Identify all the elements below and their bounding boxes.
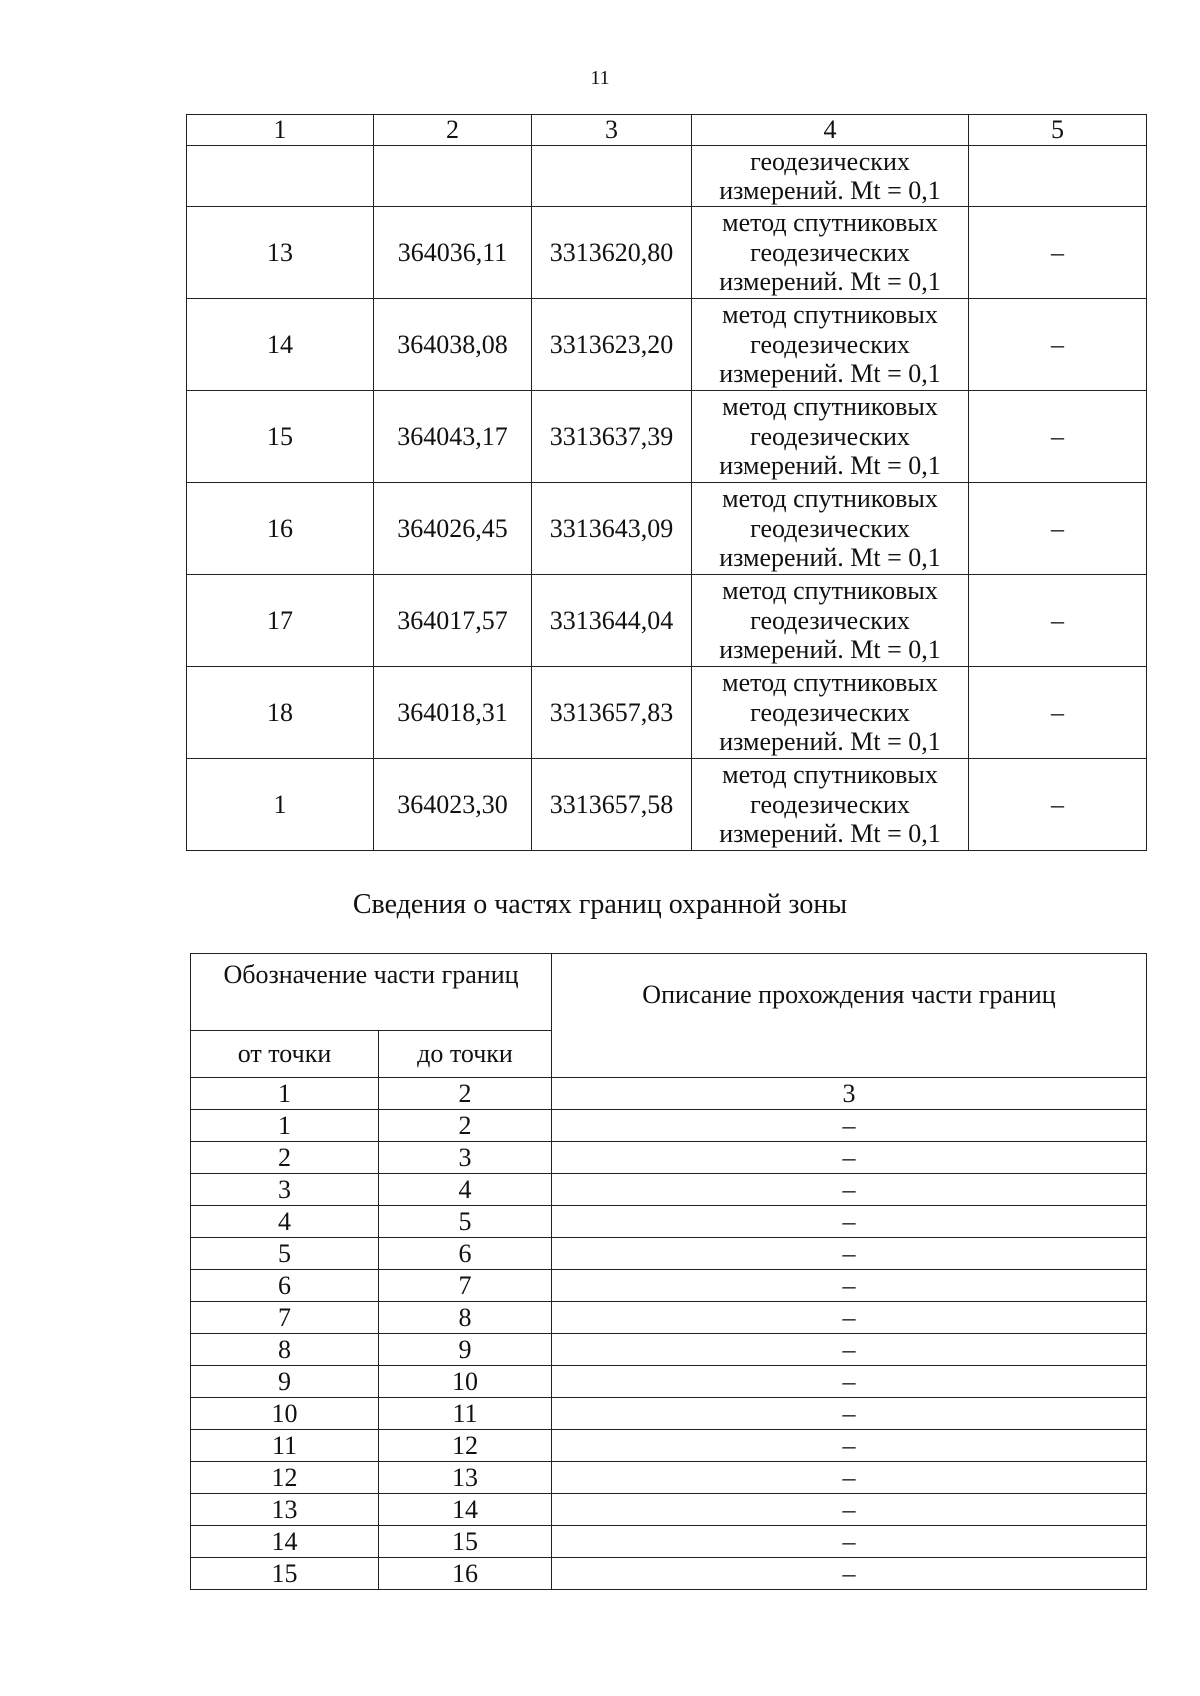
description-cell: – xyxy=(552,1142,1147,1174)
method-line: измерений. Mt = 0,1 xyxy=(719,819,941,849)
table-row xyxy=(191,1174,1147,1206)
x-coordinate-cell: 364038,08 xyxy=(374,299,532,391)
note-cell: – xyxy=(969,207,1147,299)
from-point-cell: 4 xyxy=(191,1206,379,1238)
x-coordinate-cell: 364043,17 xyxy=(374,391,532,483)
table-row xyxy=(187,207,1147,299)
column-number: 3 xyxy=(552,1078,1147,1110)
description-cell: – xyxy=(552,1398,1147,1430)
method-cell xyxy=(692,483,969,575)
column-number: 1 xyxy=(191,1078,379,1110)
description-cell: – xyxy=(552,1174,1147,1206)
to-point-cell: 12 xyxy=(379,1430,552,1462)
method-line: геодезических xyxy=(750,789,910,819)
from-point-cell: 14 xyxy=(191,1526,379,1558)
description-cell: – xyxy=(552,1558,1147,1590)
note-cell: – xyxy=(969,483,1147,575)
method-line: метод спутниковых xyxy=(722,668,938,698)
to-point-cell: 15 xyxy=(379,1526,552,1558)
column-number: 4 xyxy=(692,115,969,146)
table-row xyxy=(191,1142,1147,1174)
description-cell: – xyxy=(552,1302,1147,1334)
empty-cell xyxy=(374,146,532,207)
from-point-cell: 5 xyxy=(191,1238,379,1270)
from-point-cell: 7 xyxy=(191,1302,379,1334)
description-cell: – xyxy=(552,1270,1147,1302)
method-cell xyxy=(692,391,969,483)
x-coordinate-cell: 364023,30 xyxy=(374,759,532,851)
table-row xyxy=(187,483,1147,575)
column-number: 1 xyxy=(187,115,374,146)
method-cell xyxy=(692,575,969,667)
method-cell xyxy=(692,759,969,851)
to-point-cell: 6 xyxy=(379,1238,552,1270)
method-line: геодезических xyxy=(750,237,910,267)
from-point-cell: 6 xyxy=(191,1270,379,1302)
to-point-cell: 7 xyxy=(379,1270,552,1302)
note-cell: – xyxy=(969,575,1147,667)
column-number: 3 xyxy=(532,115,692,146)
point-number-cell: 14 xyxy=(187,299,374,391)
from-point-cell: 10 xyxy=(191,1398,379,1430)
from-point-cell: 8 xyxy=(191,1334,379,1366)
note-cell: – xyxy=(969,759,1147,851)
table-row xyxy=(187,299,1147,391)
note-cell: – xyxy=(969,391,1147,483)
y-coordinate-cell: 3313637,39 xyxy=(532,391,692,483)
table-row xyxy=(187,391,1147,483)
method-cell xyxy=(692,207,969,299)
from-point-cell: 12 xyxy=(191,1462,379,1494)
method-line: измерений. Mt = 0,1 xyxy=(719,635,941,665)
table-row xyxy=(191,1270,1147,1302)
x-coordinate-cell: 364018,31 xyxy=(374,667,532,759)
from-point-cell: 2 xyxy=(191,1142,379,1174)
y-coordinate-cell: 3313643,09 xyxy=(532,483,692,575)
table-row xyxy=(191,1334,1147,1366)
from-point-cell: 1 xyxy=(191,1110,379,1142)
table-row xyxy=(187,759,1147,851)
empty-cell xyxy=(969,146,1147,207)
column-number-row xyxy=(191,1078,1147,1110)
y-coordinate-cell: 3313623,20 xyxy=(532,299,692,391)
empty-cell xyxy=(187,146,374,207)
description-cell: – xyxy=(552,1238,1147,1270)
y-coordinate-cell: 3313657,83 xyxy=(532,667,692,759)
method-line: геодезических xyxy=(750,605,910,635)
point-number-cell: 18 xyxy=(187,667,374,759)
section-title: Сведения о частях границ охранной зоны xyxy=(352,889,848,920)
x-coordinate-cell: 364036,11 xyxy=(374,207,532,299)
method-line: измерений. Mt = 0,1 xyxy=(719,727,941,757)
method-line: метод спутниковых xyxy=(722,484,938,514)
method-line: геодезических xyxy=(750,329,910,359)
method-line: измерений. Mt = 0,1 xyxy=(719,267,941,297)
method-line: метод спутниковых xyxy=(722,760,938,790)
column-number-row xyxy=(187,115,1147,146)
column-number: 2 xyxy=(374,115,532,146)
from-point-cell: 9 xyxy=(191,1366,379,1398)
table-row xyxy=(191,1526,1147,1558)
description-cell: – xyxy=(552,1206,1147,1238)
method-line: метод спутниковых xyxy=(722,208,938,238)
table-row xyxy=(191,1430,1147,1462)
to-point-cell: 4 xyxy=(379,1174,552,1206)
to-point-cell: 16 xyxy=(379,1558,552,1590)
table-row xyxy=(191,1238,1147,1270)
to-point-cell: 3 xyxy=(379,1142,552,1174)
to-point-cell: 2 xyxy=(379,1110,552,1142)
designation-header: Обозначение части границ xyxy=(191,954,552,1031)
method-line: геодезических xyxy=(750,421,910,451)
from-point-cell: 3 xyxy=(191,1174,379,1206)
description-header: Описание прохождения части границ xyxy=(552,954,1147,1078)
empty-cell xyxy=(532,146,692,207)
from-point-cell: 13 xyxy=(191,1494,379,1526)
y-coordinate-cell: 3313657,58 xyxy=(532,759,692,851)
description-cell: – xyxy=(552,1110,1147,1142)
from-point-header: от точки xyxy=(191,1031,379,1078)
note-cell: – xyxy=(969,667,1147,759)
method-line: метод спутниковых xyxy=(722,576,938,606)
table-row xyxy=(187,575,1147,667)
point-number-cell: 13 xyxy=(187,207,374,299)
y-coordinate-cell: 3313620,80 xyxy=(532,207,692,299)
description-cell: – xyxy=(552,1334,1147,1366)
boundary-parts-table xyxy=(190,953,1147,1590)
x-coordinate-cell: 364017,57 xyxy=(374,575,532,667)
method-line: измерений. Mt = 0,1 xyxy=(719,359,941,389)
method-line: метод спутниковых xyxy=(722,392,938,422)
to-point-header: до точки xyxy=(379,1031,552,1078)
method-cell xyxy=(692,667,969,759)
to-point-cell: 8 xyxy=(379,1302,552,1334)
x-coordinate-cell: 364026,45 xyxy=(374,483,532,575)
description-cell: – xyxy=(552,1366,1147,1398)
column-number: 2 xyxy=(379,1078,552,1110)
table-row xyxy=(191,1494,1147,1526)
coordinates-table xyxy=(186,114,1147,851)
description-cell: – xyxy=(552,1462,1147,1494)
description-cell: – xyxy=(552,1430,1147,1462)
point-number-cell: 15 xyxy=(187,391,374,483)
note-cell: – xyxy=(969,299,1147,391)
method-line: метод спутниковых xyxy=(722,300,938,330)
y-coordinate-cell: 3313644,04 xyxy=(532,575,692,667)
to-point-cell: 9 xyxy=(379,1334,552,1366)
point-number-cell: 17 xyxy=(187,575,374,667)
to-point-cell: 13 xyxy=(379,1462,552,1494)
method-cell xyxy=(692,299,969,391)
table-row xyxy=(191,1366,1147,1398)
table-row xyxy=(191,1302,1147,1334)
column-number: 5 xyxy=(969,115,1147,146)
table-row xyxy=(187,667,1147,759)
table-row xyxy=(191,1110,1147,1142)
method-line: геодезических xyxy=(750,146,910,176)
to-point-cell: 11 xyxy=(379,1398,552,1430)
continuation-row xyxy=(187,146,1147,207)
point-number-cell: 1 xyxy=(187,759,374,851)
to-point-cell: 5 xyxy=(379,1206,552,1238)
description-cell: – xyxy=(552,1526,1147,1558)
header-row xyxy=(191,954,1147,1031)
table-row xyxy=(191,1462,1147,1494)
to-point-cell: 10 xyxy=(379,1366,552,1398)
table-row xyxy=(191,1206,1147,1238)
method-cell xyxy=(692,146,969,207)
page-number: 11 xyxy=(590,67,610,89)
from-point-cell: 15 xyxy=(191,1558,379,1590)
table-row xyxy=(191,1398,1147,1430)
method-line: измерений. Mt = 0,1 xyxy=(719,176,941,205)
method-line: измерений. Mt = 0,1 xyxy=(719,451,941,481)
table-row xyxy=(191,1558,1147,1590)
method-line: измерений. Mt = 0,1 xyxy=(719,543,941,573)
method-line: геодезических xyxy=(750,697,910,727)
description-cell: – xyxy=(552,1494,1147,1526)
to-point-cell: 14 xyxy=(379,1494,552,1526)
method-line: геодезических xyxy=(750,513,910,543)
from-point-cell: 11 xyxy=(191,1430,379,1462)
point-number-cell: 16 xyxy=(187,483,374,575)
